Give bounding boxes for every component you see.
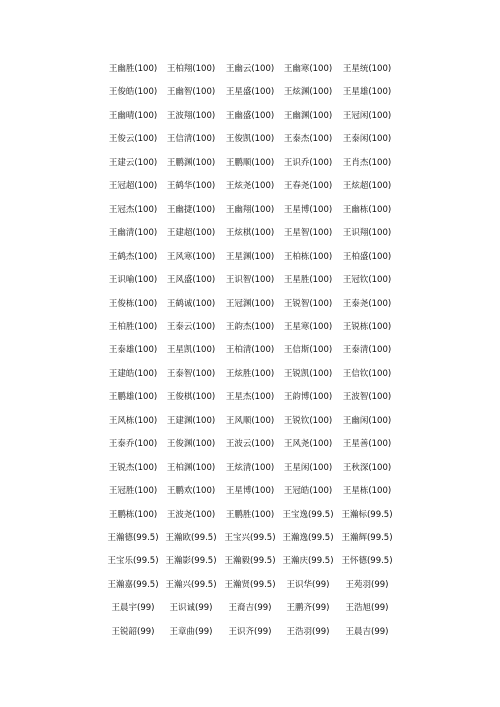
name-entry: 王冠渊(100) [225, 298, 275, 309]
name-entry: 王信斯(100) [283, 345, 333, 356]
name-entry: 王俊云(100) [108, 134, 158, 145]
name-entry: 王泰乔(100) [108, 439, 158, 450]
name-entry: 王炫胜(100) [225, 368, 275, 379]
name-entry: 王星统(100) [342, 64, 392, 74]
name-row [0, 436, 500, 452]
name-entry: 王识喻(100) [108, 275, 158, 286]
name-entry: 王瀚辉(99.5) [341, 533, 393, 543]
name-row [0, 624, 500, 640]
name-entry: 王锐栋(100) [342, 321, 392, 332]
name-entry: 王浩羽(99) [286, 626, 330, 637]
name-entry: 王瀚庆(99.5) [282, 556, 334, 567]
name-entry: 王幽清(100) [108, 228, 158, 239]
name-entry: 王冠钦(100) [342, 275, 392, 286]
name-entry: 王星寒(100) [283, 321, 333, 332]
name-entry: 王波云(100) [225, 439, 275, 450]
name-entry: 王建渊(100) [166, 415, 216, 426]
name-row [0, 389, 500, 405]
name-entry: 王春尧(100) [283, 181, 333, 192]
name-entry: 王鹏栋(100) [108, 509, 158, 520]
name-entry: 王星善(100) [342, 439, 392, 450]
name-entry: 王柏渊(100) [166, 462, 216, 473]
name-entry: 王瀚毅(99.5) [224, 556, 276, 567]
name-entry: 王信钦(100) [342, 368, 392, 379]
name-entry: 王星凯(100) [166, 345, 216, 356]
name-entry: 王鹏欢(100) [166, 486, 216, 497]
name-entry: 王瀚兴(99.5) [165, 579, 217, 590]
name-entry: 王怀德(99.5) [341, 556, 393, 567]
name-entry: 王晨宇(99) [111, 603, 155, 614]
name-entry: 王风尧(100) [283, 439, 333, 450]
name-entry: 王鹏胜(100) [225, 509, 275, 520]
name-entry: 王鹏渊(100) [166, 157, 216, 168]
name-entry: 王幽云(100) [225, 64, 275, 74]
name-entry: 王柏清(100) [225, 345, 275, 356]
name-entry: 王星雄(100) [342, 87, 392, 98]
name-entry: 王晨吉(99) [345, 626, 389, 637]
name-entry: 王识乔(100) [283, 157, 333, 168]
name-entry: 王瀚标(99.5) [341, 509, 393, 520]
name-entry: 王波尧(100) [166, 509, 216, 520]
name-entry: 王星杰(100) [225, 392, 275, 403]
name-entry: 王瀚嘉(99.5) [107, 579, 159, 590]
name-entry: 王宝乐(99.5) [107, 556, 159, 567]
name-entry: 王韵杰(100) [225, 321, 275, 332]
name-row [0, 600, 500, 616]
name-entry: 王瀚贤(99.5) [224, 579, 276, 590]
name-entry: 王幽翔(100) [225, 204, 275, 215]
name-entry: 王风寒(100) [166, 251, 216, 262]
name-entry: 王冠杰(100) [108, 204, 158, 215]
name-row [0, 507, 500, 523]
name-row [0, 84, 500, 100]
name-entry: 王柏胜(100) [108, 321, 158, 332]
name-entry: 王俊凯(100) [225, 134, 275, 145]
name-entry: 王锐杰(100) [108, 462, 158, 473]
name-entry: 王锐凯(100) [283, 368, 333, 379]
name-entry: 王风顺(100) [225, 415, 275, 426]
name-entry: 王泰雄(100) [108, 345, 158, 356]
name-row [0, 225, 500, 241]
name-entry: 王识齐(99) [228, 626, 272, 637]
name-entry: 王冠闲(100) [342, 110, 392, 121]
name-entry: 王锐智(100) [283, 298, 333, 309]
name-entry: 王星栋(100) [342, 486, 392, 497]
name-row [0, 342, 500, 358]
name-entry: 王泰尧(100) [342, 298, 392, 309]
name-entry: 王秋深(100) [342, 462, 392, 473]
name-row [0, 413, 500, 429]
name-row [0, 249, 500, 265]
name-entry: 王风栋(100) [108, 415, 158, 426]
name-entry: 王炫超(100) [342, 181, 392, 192]
name-entry: 王柏翔(100) [166, 64, 216, 74]
name-entry: 王冠皓(100) [283, 486, 333, 497]
name-entry: 王信清(100) [166, 134, 216, 145]
name-entry: 王宝逸(99.5) [282, 509, 334, 520]
name-entry: 王锐韶(99) [111, 626, 155, 637]
name-entry: 王幽闲(100) [342, 415, 392, 426]
name-entry: 王俊渊(100) [166, 439, 216, 450]
name-row [0, 155, 500, 171]
name-entry: 王幽智(100) [166, 87, 216, 98]
name-entry: 王宝兴(99.5) [224, 533, 276, 543]
name-entry: 王识诚(99) [169, 603, 213, 614]
name-row [0, 530, 500, 546]
name-row [0, 61, 500, 77]
name-entry: 王识智(100) [225, 275, 275, 286]
name-entry: 王幽盛(100) [225, 110, 275, 121]
name-entry: 王鹤诚(100) [166, 298, 216, 309]
name-row [0, 108, 500, 124]
name-entry: 王星胜(100) [283, 275, 333, 286]
name-entry: 王俊栋(100) [108, 298, 158, 309]
name-entry: 王炫尧(100) [225, 181, 275, 192]
name-entry: 王鹤华(100) [166, 181, 216, 192]
name-entry: 王星闲(100) [283, 462, 333, 473]
name-entry: 王瀚欧(99.5) [165, 533, 217, 543]
name-entry: 王星盛(100) [225, 87, 275, 98]
name-row [0, 319, 500, 335]
name-entry: 王柏栋(100) [283, 251, 333, 262]
name-entry: 王浩旭(99) [345, 603, 389, 614]
name-entry: 王风盛(100) [166, 275, 216, 286]
name-entry: 王波智(100) [342, 392, 392, 403]
name-entry: 王星博(100) [283, 204, 333, 215]
name-entry: 王冠胜(100) [108, 486, 158, 497]
name-entry: 王建云(100) [108, 157, 158, 168]
name-entry: 王泰云(100) [166, 321, 216, 332]
name-entry: 王泰智(100) [166, 368, 216, 379]
name-entry: 王瀚逸(99.5) [282, 533, 334, 543]
name-entry: 王幽栋(100) [342, 204, 392, 215]
name-entry: 王泰杰(100) [283, 134, 333, 145]
name-entry: 王肖杰(100) [342, 157, 392, 168]
name-entry: 王星渊(100) [225, 251, 275, 262]
name-row [0, 272, 500, 288]
name-entry: 王幽寒(100) [283, 64, 333, 74]
name-row [0, 296, 500, 312]
name-entry: 王星智(100) [283, 228, 333, 239]
name-entry: 王鹏顺(100) [225, 157, 275, 168]
name-entry: 王星博(100) [225, 486, 275, 497]
name-entry: 王冠超(100) [108, 181, 158, 192]
name-entry: 王建超(100) [166, 228, 216, 239]
name-entry: 王鹏齐(99) [286, 603, 330, 614]
name-row [0, 483, 500, 499]
name-entry: 王瀚德(99.5) [107, 533, 159, 543]
name-entry: 王幽晴(100) [108, 110, 158, 121]
name-entry: 王炫棋(100) [225, 228, 275, 239]
name-row [0, 460, 500, 476]
name-row [0, 202, 500, 218]
name-entry: 王苑羽(99) [345, 579, 389, 590]
name-entry: 王幽胜(100) [108, 64, 158, 74]
name-row [0, 131, 500, 147]
name-entry: 王俊皓(100) [108, 87, 158, 98]
name-entry: 王幽捷(100) [166, 204, 216, 215]
name-row [0, 577, 500, 593]
name-row [0, 178, 500, 194]
name-entry: 王鹤杰(100) [108, 251, 158, 262]
name-entry: 王建皓(100) [108, 368, 158, 379]
name-entry: 王裔吉(99) [228, 603, 272, 614]
name-entry: 王识翔(100) [342, 228, 392, 239]
name-entry: 王泰闲(100) [342, 134, 392, 145]
name-entry: 王韵博(100) [283, 392, 333, 403]
name-entry: 王识华(99) [286, 579, 330, 590]
name-entry: 王章曲(99) [169, 626, 213, 637]
name-row [0, 366, 500, 382]
name-entry: 王炫清(100) [225, 462, 275, 473]
name-entry: 王柏盛(100) [342, 251, 392, 262]
name-entry: 王俊棋(100) [166, 392, 216, 403]
name-entry: 王锐钦(100) [283, 415, 333, 426]
name-entry: 王波翔(100) [166, 110, 216, 121]
name-entry: 王瀚影(99.5) [165, 556, 217, 567]
name-entry: 王鹏雄(100) [108, 392, 158, 403]
name-entry: 王炫渊(100) [283, 87, 333, 98]
name-entry: 王幽渊(100) [283, 110, 333, 121]
name-entry: 王泰清(100) [342, 345, 392, 356]
name-row [0, 553, 500, 569]
